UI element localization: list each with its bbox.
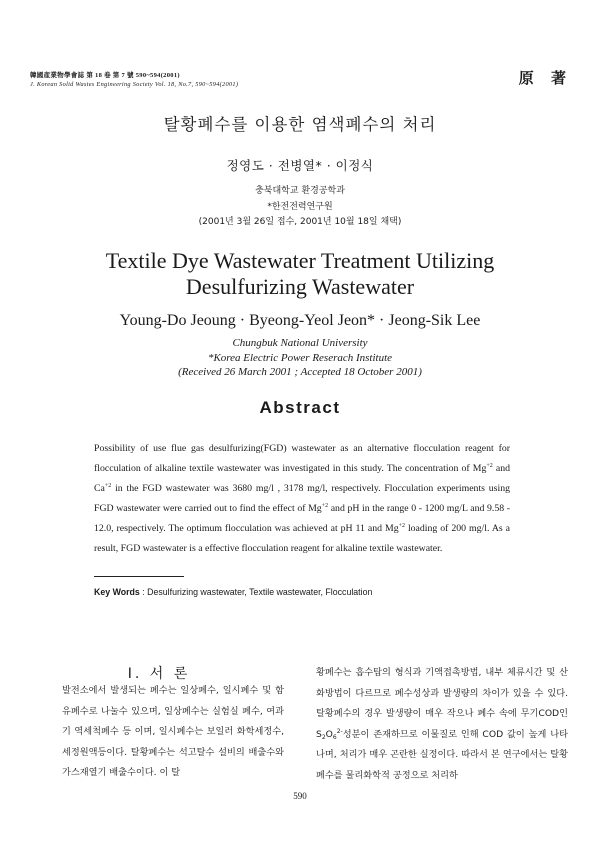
affiliation-korean-1: 충북대학교 환경공학과 [255, 186, 345, 196]
section-heading-introduction: Ⅰ. 서 론 [127, 666, 191, 682]
abstract-text: Possibility of use flue gas desulfurizing(FGD) wastewater as an alternative flocculation reagent for flocculation of alkaline textile wastewater was investigated in this study. The concentration of $Mg^{+2}$ and $Ca^{+2}$ in the FGD wastewater was 3680 mg/l , 3178 mg/l, respectively. Flocculation experiments using FGD wastewater were carried out to find the effect of $Mg^{+2}$ and pH in the range 0 - 1200 mg/L and 9.58 - 12.0, respectively. The optimum flocculation was achieved at pH 11 and $Mg^{+2}$ loading of 200 mg/l. As a result, FGD wastewater is a effective flocculation reagent for alkaline textile wastewater. [94, 443, 511, 554]
article-type-label: 原 著 [518, 69, 572, 87]
journal-citation-kr: 韓國産業物學會誌 第 18 卷 第 7 號 590~594(2001) [30, 72, 180, 79]
intro-paragraph-right: 황폐수는 흡수탑의 형식과 기액접촉방법, 내부 체류시간 및 산화방법이 다르므로 폐수성상과 발생량의 차이가 있을 수 있다. 탈황폐수의 경우 발생량이 매우 작으나 폐수 속에 무기COD인 $S_2O_6^{2-}$성분이 존재하므로 이물질로 인해 COD 값이 높게 나타나며, 처리가 매우 곤란한 실정이다. 따라서 본 연구에서는 탈황폐수를 물리화학적 공정으로 처리하 [316, 667, 568, 781]
intro-paragraph-left: 발전소에서 발생되는 폐수는 일상폐수, 일시폐수 및 함유폐수로 나눌수 있으며, 일상폐수는 실험실 폐수, 여과기 역세척폐수 등 이며, 일시폐수는 보일러 화학세정수, 세정원액등이다. 탈황폐수는 석고탈수 설비의 배출수와 가스재열기 배출수이다. 이 탈 [62, 685, 284, 778]
title-english-line-2: Desulfurizing Wastewater [185, 274, 415, 299]
page-number: 590 [293, 791, 307, 801]
keywords-divider [94, 576, 184, 577]
dates-english: (Received 26 March 2001 ; Accepted 18 October 2001) [178, 366, 422, 378]
body-column-right [316, 663, 568, 786]
affiliation-english-1: Chungbuk National University [232, 337, 368, 349]
title-korean: 탈황폐수를 이용한 염색폐수의 처리 [163, 115, 437, 134]
body-column-left [62, 681, 284, 784]
dates-korean: (2001년 3월 26일 접수, 2001년 10월 18일 채택) [198, 217, 402, 227]
affiliation-korean-2: *한전전력연구원 [267, 202, 333, 212]
title-english-line-1: Textile Dye Wastewater Treatment Utilizing [105, 248, 495, 273]
affiliation-english-2: *Korea Electric Power Reserach Institute [207, 352, 393, 364]
authors-korean: 정영도 · 전병열* · 이정식 [226, 158, 374, 173]
journal-citation-en: J. Korean Solid Wastes Engineering Society Vol. 18, No.7, 590~594(2001) [30, 81, 239, 88]
keywords-label: Key Words [94, 587, 140, 597]
authors-english: Young-Do Jeoung · Byeong-Yeol Jeon* · Jeong-Sik Lee [119, 312, 481, 329]
abstract-heading: Abstract [259, 398, 341, 417]
keywords-text: : Desulfurizing wastewater, Textile wastewater, Flocculation [139, 587, 373, 597]
keywords [94, 587, 372, 597]
